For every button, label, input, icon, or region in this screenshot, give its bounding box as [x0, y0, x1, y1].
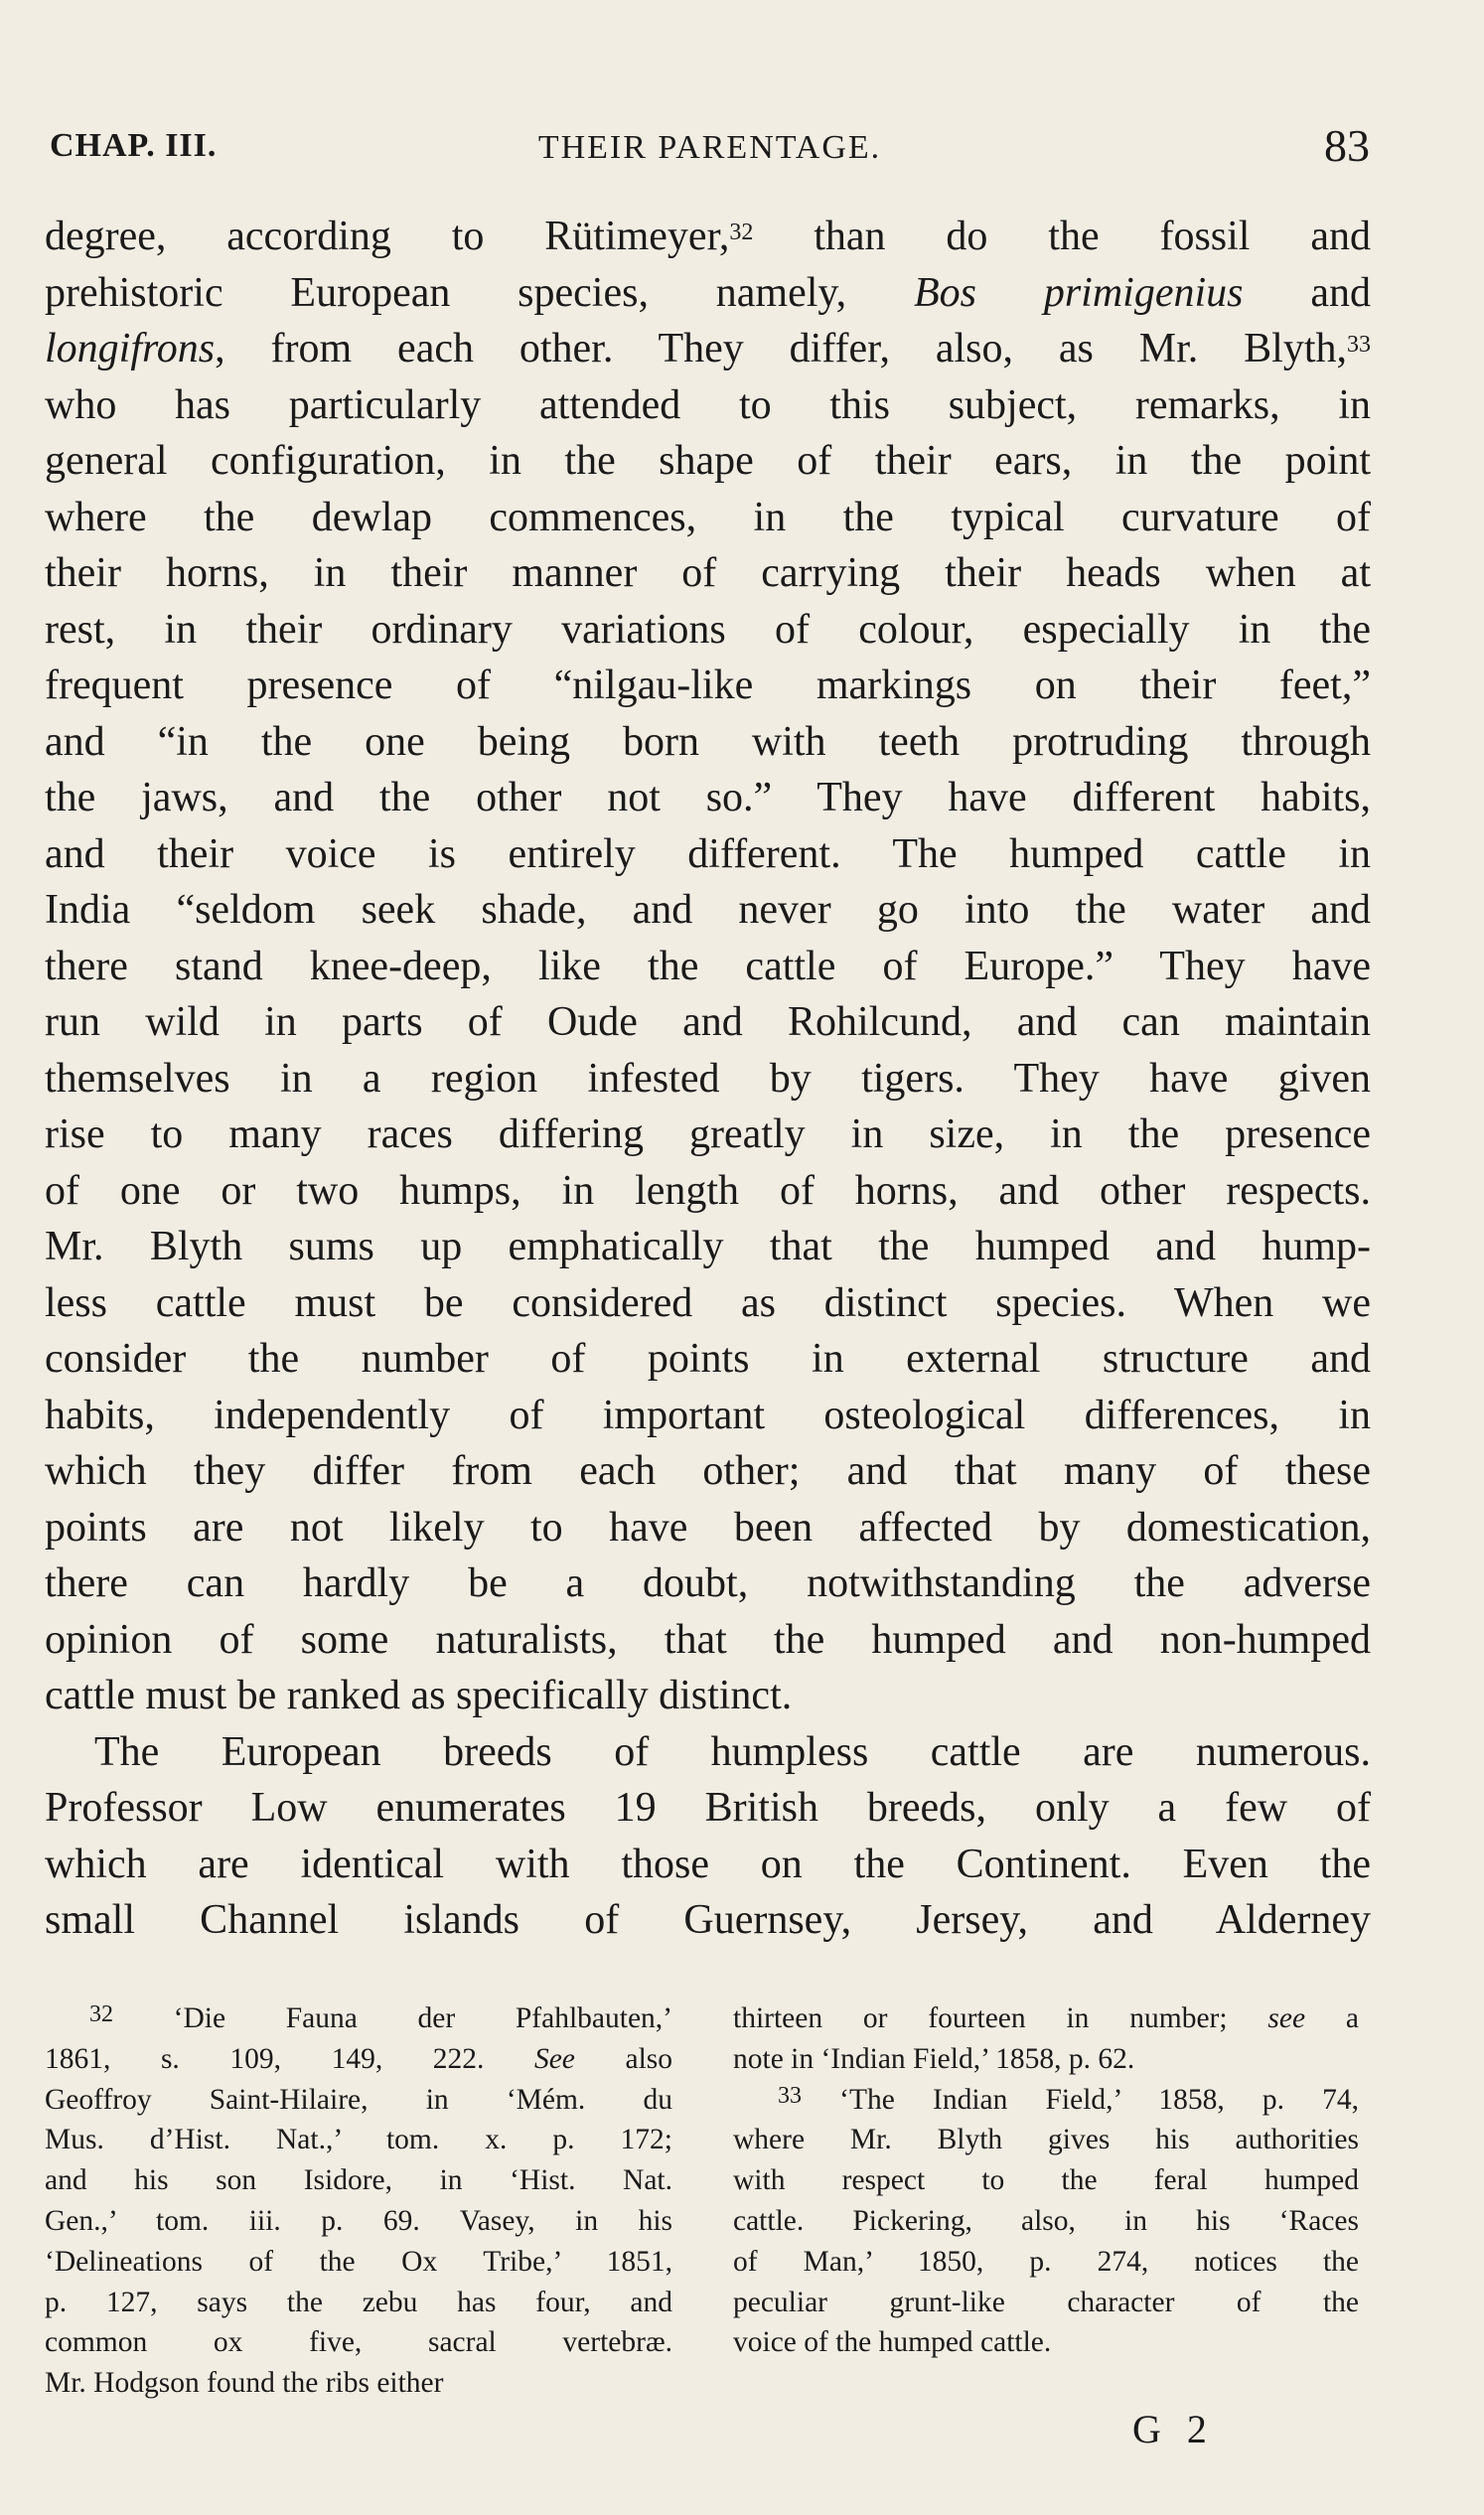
body-line: rest, in their ordinary variations of colour, especially in the	[45, 606, 1371, 653]
footnotes-left-column	[45, 1998, 672, 2404]
body-line: India “seldom seek shade, and never go into the water and	[45, 887, 1371, 933]
body-line: the jaws, and the other not so.” They have different habits,	[45, 775, 1371, 820]
footnote-line: common ox five, sacral vertebræ.	[45, 2326, 672, 2359]
body-line: there stand knee-deep, like the cattle of Europe.” They have	[45, 943, 1371, 989]
body-line: where the dewlap commences, in the typical curvature of	[45, 494, 1371, 540]
page-number: 83	[1324, 120, 1370, 171]
body-line: run wild in parts of Oude and Rohilcund, and can maintain	[45, 999, 1371, 1045]
body-line: points are not likely to have been affected by domestication,	[45, 1504, 1371, 1551]
chapter-label: CHAP. III.	[50, 127, 218, 164]
body-line: of one or two humps, in length of horns, and other respects.	[45, 1167, 1371, 1214]
body-line: who has particularly attended to this subject, remarks, in	[45, 381, 1371, 428]
footnote-line: $^{33}$ ‘The Indian Field,’ 1858, p. 74,	[778, 2082, 1359, 2116]
body-line: frequent presence of “nilgau-like markings on their feet,”	[45, 663, 1371, 708]
footnote-line: p. 127, says the zebu has four, and	[45, 2286, 672, 2318]
body-line: which are identical with those on the Continent. Even the	[45, 1841, 1371, 1887]
body-line: The European breeds of humpless cattle are numerous.	[94, 1728, 1371, 1775]
body-line: longifrons, from each other. They differ, also, as Mr. Blyth,$^{33}$	[45, 326, 1371, 371]
footnote-line: Mus. d’Hist. Nat.,’ tom. x. p. 172;	[45, 2124, 672, 2156]
body-line: prehistoric European species, namely, Bos primigenius and	[45, 269, 1371, 316]
body-line: less cattle must be considered as distinct species. When we	[45, 1279, 1371, 1326]
body-line: their horns, in their manner of carrying their heads when at	[45, 550, 1371, 596]
running-header	[50, 119, 1370, 179]
body-line: degree, according to Rütimeyer,$^{32}$ than do the fossil and	[45, 214, 1371, 259]
body-line: Professor Low enumerates 19 British breeds, only a few of	[45, 1785, 1371, 1831]
body-line: consider the number of points in external structure and	[45, 1336, 1371, 1382]
footnotes-right-column	[733, 1998, 1359, 2363]
footnote-line: Mr. Hodgson found the ribs either	[45, 2367, 444, 2400]
footnote-line: $^{32}$ ‘Die Fauna der Pfahlbauten,’	[89, 2001, 672, 2034]
footnote-line: 1861, s. 109, 149, 222. See also	[45, 2042, 672, 2075]
footnote-line: peculiar grunt-like character of the	[733, 2286, 1359, 2318]
footnote-line: thirteen or fourteen in number; see a	[733, 2002, 1359, 2034]
body-line: rise to many races differing greatly in size, in the presence	[45, 1111, 1371, 1157]
running-title: THEIR PARENTAGE.	[537, 129, 882, 166]
footnote-line: of Man,’ 1850, p. 274, notices the	[733, 2245, 1359, 2278]
footnote-line: note in ‘Indian Field,’ 1858, p. 62.	[733, 2042, 1135, 2075]
body-line: which they differ from each other; and that many of these	[45, 1448, 1371, 1494]
body-line: cattle must be ranked as specifically distinct.	[45, 1673, 793, 1718]
body-line: there can hardly be a doubt, notwithstanding the adverse	[45, 1560, 1371, 1606]
body-line: and their voice is entirely different. The humped cattle in	[45, 830, 1371, 877]
footnote-line: with respect to the feral humped	[733, 2164, 1359, 2197]
footnote-line: ‘Delineations of the Ox Tribe,’ 1851,	[45, 2245, 672, 2278]
body-text	[45, 209, 1371, 1949]
footnote-line: Geoffroy Saint-Hilaire, in ‘Mém. du	[45, 2083, 672, 2116]
footnote-line: voice of the humped cattle.	[733, 2326, 1052, 2359]
footnote-line: and his son Isidore, in ‘Hist. Nat.	[45, 2164, 672, 2197]
footnote-line: Gen.,’ tom. iii. p. 69. Vasey, in his	[45, 2204, 672, 2237]
body-line: opinion of some naturalists, that the humped and non-humped	[45, 1616, 1371, 1663]
body-line: themselves in a region infested by tigers. They have given	[45, 1055, 1371, 1102]
footnote-line: cattle. Pickering, also, in his ‘Races	[733, 2204, 1359, 2237]
signature-mark: G 2	[1132, 2407, 1215, 2451]
body-line: habits, independently of important osteological differences, in	[45, 1392, 1371, 1438]
body-line: small Channel islands of Guernsey, Jersey, and Alderney	[45, 1897, 1371, 1943]
body-line: Mr. Blyth sums up emphatically that the humped and hump-	[45, 1224, 1371, 1269]
body-line: and “in the one being born with teeth protruding through	[45, 718, 1371, 765]
body-line: general configuration, in the shape of their ears, in the point	[45, 438, 1371, 484]
footnote-line: where Mr. Blyth gives his authorities	[733, 2124, 1359, 2156]
